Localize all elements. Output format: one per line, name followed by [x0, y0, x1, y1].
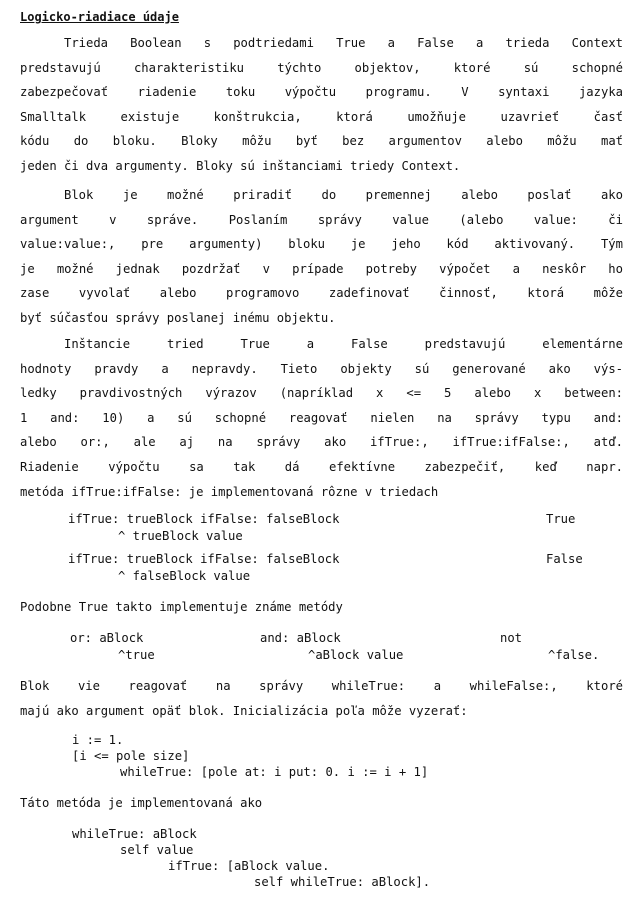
code-line: i := 1.: [72, 733, 124, 747]
paragraph-block-usage: [20, 183, 623, 331]
text-line: value:value:, pre argumenty) bloku je jeho kód aktivovaný. Tým: [20, 237, 623, 252]
class-label-false: False: [546, 552, 583, 566]
paragraph-boolean-instances: [20, 332, 623, 504]
code-line: whileTrue: [pole at: i put: 0. i := i + 1]: [120, 765, 429, 779]
text-line: jeden či dva argumenty. Bloky sú inštanciami triedy Context.: [20, 158, 461, 173]
code-line: whileTrue: aBlock: [72, 827, 197, 841]
paragraph-method-impl: [20, 791, 623, 816]
text-line: zase vyvolať alebo programovo zadefinovať činnosť, ktorá môže: [20, 286, 623, 301]
text-line: metóda ifTrue:ifFalse: je implementovaná rôzne v triedach: [20, 484, 439, 499]
text-line: je možné jednak pozdržať v prípade potreby výpočet a neskôr ho: [20, 261, 623, 276]
paragraph-context-intro: [20, 31, 623, 179]
text-line: kódu do bloku. Bloky môžu byť bez argumentov alebo môžu mať: [20, 134, 623, 149]
code-line: ^false.: [548, 648, 600, 662]
code-line: ifTrue: trueBlock ifFalse: falseBlock: [68, 552, 340, 566]
text-line: Blok je možné priradiť do premennej alebo poslať ako: [64, 188, 623, 202]
code-line: ^aBlock value: [308, 648, 404, 662]
text-line: 1 and: 10) a sú schopné reagovať nielen na správy typu and:: [20, 410, 623, 425]
text-line: byť súčasťou správy poslanej inému objektu.: [20, 310, 336, 325]
text-line: zabezpečovať riadenie toku výpočtu programu. V syntaxi jazyka: [20, 85, 623, 100]
text-line: predstavujú charakteristiku týchto objektov, ktoré sú schopné: [20, 60, 623, 75]
paragraph-similar-methods: [20, 595, 623, 620]
text-line: Blok vie reagovať na správy whileTrue: a whileFalse:, ktoré: [20, 679, 623, 693]
code-line: ifTrue: trueBlock ifFalse: falseBlock: [68, 512, 340, 526]
text-line: Táto metóda je implementovaná ako: [20, 796, 263, 810]
code-line: not: [500, 631, 523, 645]
text-line: Smalltalk existuje konštrukcia, ktorá umožňuje uzavrieť časť: [20, 109, 623, 124]
code-line: [i <= pole size]: [72, 749, 190, 763]
code-line: self whileTrue: aBlock].: [254, 875, 431, 889]
code-line: and: aBlock: [260, 631, 341, 645]
section-heading: Logicko-riadiace údaje: [20, 10, 179, 24]
text-line: Riadenie výpočtu sa tak dá efektívne zabezpečiť, keď napr.: [20, 459, 623, 474]
code-line: ^ trueBlock value: [118, 529, 243, 543]
text-line: Podobne True takto implementuje známe metódy: [20, 600, 343, 614]
paragraph-while-messages: [20, 674, 623, 723]
text-line: majú ako argument opäť blok. Inicializácia poľa môže vyzerať:: [20, 703, 468, 718]
code-line: ^true: [118, 648, 155, 662]
class-label-true: True: [546, 512, 576, 526]
text-line: Inštancie tried True a False predstavujú elementárne: [64, 337, 623, 351]
text-line: argument v správe. Poslaním správy value (alebo value: či: [20, 212, 623, 227]
text-line: hodnoty pravdy a nepravdy. Tieto objekty sú generované ako výs-: [20, 361, 623, 376]
text-line: Trieda Boolean s podtriedami True a False a trieda Context: [64, 36, 623, 50]
code-line: ifTrue: [aBlock value.: [168, 859, 330, 873]
code-line: or: aBlock: [70, 631, 144, 645]
code-line: ^ falseBlock value: [118, 569, 251, 583]
text-line: ledky pravdivostných výrazov (napríklad x <= 5 alebo x between:: [20, 386, 623, 401]
code-line: self value: [120, 843, 194, 857]
text-line: alebo or:, ale aj na správy ako ifTrue:, ifTrue:ifFalse:, atď.: [20, 435, 623, 450]
